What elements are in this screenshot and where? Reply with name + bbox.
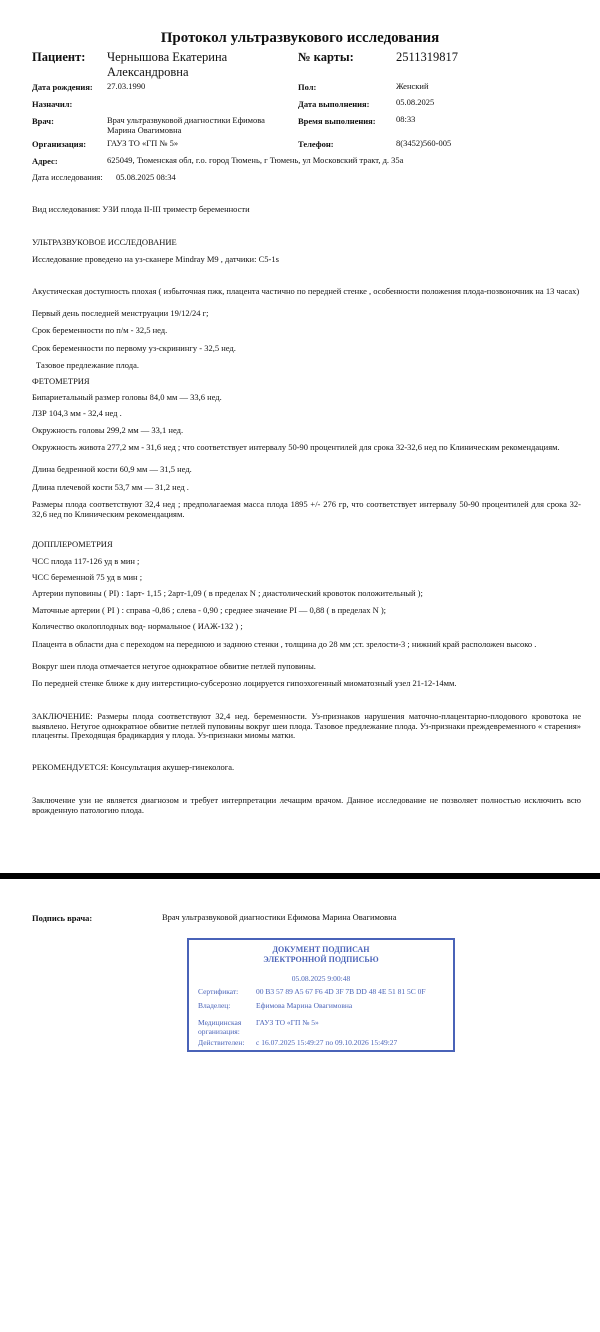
exec-date-value: 05.08.2025: [396, 97, 435, 107]
exec-date-label: Дата выполнения:: [298, 99, 370, 109]
address-value: 625049, Тюменская обл, г.о. город Тюмень, г Тюмень, ул Московский тракт, д. 35а: [107, 155, 404, 165]
size-line: Размеры плода соответствуют 32,4 нед ; предполагаемая масса плода 1895 +/- 276 гр, что соответствует интервалу 50-90 процентилей для срока 32-32,6 нед по Клиническим рекомендациям.: [32, 499, 581, 519]
disclaimer: Заключение узи не является диагнозом и требует интерпретации лечащим врачом. Данное исследование не позволяет полностью исключить всю врожденную патологию плода.: [32, 795, 581, 815]
lmp-line: Первый день последней менструации 19/12/24 г;: [32, 308, 209, 318]
umbilical-line: Артерии пуповины ( PI) : 1арт- 1,15 ; 2арт-1,09 ( в пределах N ; диастолический кровоток положительный );: [32, 588, 423, 598]
phone-label: Телефон:: [298, 139, 334, 149]
presentation: Тазовое предлежание плода.: [36, 360, 139, 370]
stamp-title-line2: ЭЛЕКТРОННОЙ ПОДПИСЬЮ: [263, 955, 379, 964]
doppler-heading: ДОППЛЕРОМЕТРИЯ: [32, 539, 113, 549]
stamp-valid-value: с 16.07.2025 15:49:27 по 09.10.2026 15:49:27: [256, 1038, 398, 1047]
stamp-cert-value: 00 B3 57 89 A5 67 F6 4D 3F 7B DD 48 4E 51 81 5C 0F: [256, 987, 426, 996]
stamp-owner-value: Ефимова Марина Овагимовна: [256, 1001, 353, 1010]
stamp-owner-label: Владелец:: [198, 1001, 231, 1010]
e-signature-stamp: [187, 938, 455, 1052]
study-type: Вид исследования: УЗИ плода II-III триместр беременности: [32, 204, 250, 214]
myoma-line: По передней стенке ближе к дну интерстицио-субсерозно лоцируется гипоэхогенный миоматозный узел 21-12-14мм.: [32, 678, 457, 688]
exec-time-value: 08:33: [396, 114, 416, 124]
phone-value: 8(3452)560-005: [396, 138, 452, 148]
address-label: Адрес:: [32, 156, 58, 166]
fhr-line: ЧСС плода 117-126 уд в мин ;: [32, 556, 140, 566]
stamp-org-label-line1: Медицинская: [198, 1018, 242, 1027]
term-lmp: Срок беременности по п/м - 32,5 нед.: [32, 325, 168, 335]
org-value: ГАУЗ ТО «ГП № 5»: [107, 138, 179, 148]
page-title: Протокол ультразвукового исследования: [160, 30, 440, 46]
signature-value: Врач ультразвуковой диагностики Ефимова Марина Овагимовна: [162, 912, 397, 922]
card-label: № карты:: [298, 50, 354, 64]
conclusion: ЗАКЛЮЧЕНИЕ: Размеры плода соответствуют 32,4 нед. беременности. Уз-признаков нарушения маточно-плацентарно-плодового кровотока не выявлено. Нетугое однократное обвитие петлей пуповины вокруг шеи плода. Тазовое предлежание плода. Уз-признаки преждевременного « старения» плаценты. Преходящая брадикардия у плода. Уз-признаки миомы матки.: [32, 711, 581, 740]
sex-label: Пол:: [298, 82, 317, 92]
doctor-value-line1: Врач ультразвуковой диагностики Ефимова: [107, 115, 265, 125]
page-separator: [0, 873, 600, 879]
cord-line: Вокруг шеи плода отмечается нетугое однократное обвитие петлей пуповины.: [32, 661, 316, 671]
stamp-org-value: ГАУЗ ТО «ГП № 5»: [256, 1018, 319, 1027]
us-heading: УЛЬТРАЗВУКОВОЕ ИССЛЕДОВАНИЕ: [32, 237, 177, 247]
study-date-label: Дата исследования:: [32, 172, 103, 182]
signature-label: Подпись врача:: [32, 913, 93, 923]
fetometry-heading: ФЕТОМЕТРИЯ: [32, 376, 90, 386]
patient-name-line1: Чернышова Екатерина: [107, 50, 228, 64]
exec-time-label: Время выполнения:: [298, 116, 376, 126]
stamp-cert-label: Сертификат:: [198, 987, 239, 996]
uterine-line: Маточные артерии ( PI ) : справа -0,86 ; слева - 0,90 ; среднее значение PI — 0,88 ( в пределах N );: [32, 605, 387, 615]
placenta-line: Плацента в области дна с переходом на переднюю и заднюю стенки , толщина до 28 мм ;ст. зрелости-3 ; нижний край расположен высоко .: [32, 639, 537, 649]
patient-label: Пациент:: [32, 50, 86, 64]
acoustic-access: Акустическая доступность плохая ( избыточная пжк, плацента частично по передней стенке , особенности положения плода-позвоночник на 13 часах): [32, 286, 580, 296]
stamp-org-label-line2: организация:: [198, 1027, 240, 1036]
stamp-valid-label: Действителен:: [198, 1038, 245, 1047]
hc-line: Окружность головы 299,2 мм — 33,1 нед.: [32, 425, 184, 435]
mhr-line: ЧСС беременной 75 уд в мин ;: [32, 572, 143, 582]
stamp-title-line1: ДОКУМЕНТ ПОДПИСАН: [272, 945, 370, 954]
assigned-label: Назначил:: [32, 99, 73, 109]
card-number: 2511319817: [396, 50, 459, 64]
patient-name-line2: Александровна: [107, 65, 189, 79]
hl-line: Длина плечевой кости 53,7 мм — 31,2 нед .: [32, 482, 189, 492]
org-label: Организация:: [32, 139, 87, 149]
fluid-line: Количество околоплодных вод- нормальное ( ИАЖ-132 ) ;: [32, 621, 243, 631]
recommendation: РЕКОМЕНДУЕТСЯ: Консультация акушер-гинеколога.: [32, 762, 235, 772]
ac-line: Окружность живота 277,2 мм - 31,6 нед ; что соответствует интервалу 50-90 процентилей для срока 32-32,6 нед по Клиническим рекомендациям.: [32, 442, 560, 452]
doctor-label: Врач:: [32, 116, 54, 126]
doctor-value-line2: Марина Овагимовна: [107, 125, 182, 135]
scanner-line: Исследование проведено на уз-сканере Mindray M9 , датчики: C5-1s: [32, 254, 279, 264]
sex-value: Женский: [396, 81, 429, 91]
birth-label: Дата рождения:: [32, 82, 93, 92]
ofd-line: ЛЗР 104,3 мм - 32,4 нед .: [32, 408, 122, 418]
stamp-datetime: 05.08.2025 9:00:48: [291, 974, 351, 983]
term-screen: Срок беременности по первому уз-скринингу - 32,5 нед.: [32, 343, 236, 353]
bpd-line: Бипариетальный размер головы 84,0 мм — 33,6 нед.: [32, 392, 222, 402]
fl-line: Длина бедренной кости 60,9 мм — 31,5 нед.: [32, 464, 192, 474]
study-date-value: 05.08.2025 08:34: [116, 172, 176, 182]
birth-value: 27.03.1990: [107, 81, 146, 91]
